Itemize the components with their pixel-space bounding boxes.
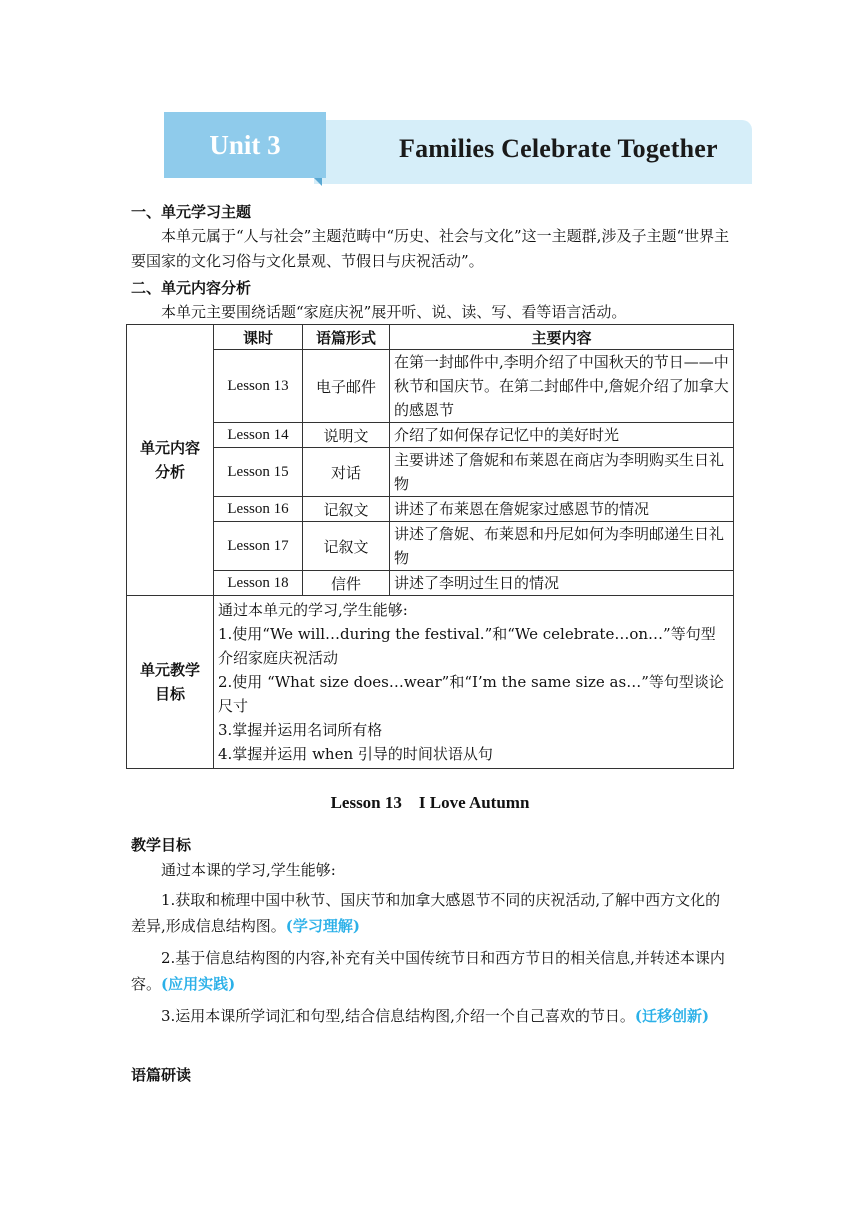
row-lesson: Lesson 16 (214, 497, 303, 522)
objective-item: 1.获取和梳理中国中秋节、国庆节和加拿大感恩节不同的庆祝活动,了解中西方文化的差异,形成信息结构图。(学习理解) (131, 891, 721, 935)
unit-title: Families Celebrate Together (399, 134, 718, 163)
banner-notch (314, 178, 322, 186)
table-row-goals (127, 596, 734, 769)
section1-heading: 一、单元学习主题 (131, 203, 252, 221)
table-row (127, 522, 734, 571)
row-form: 信件 (303, 571, 390, 596)
row-content: 主要讲述了詹妮和布莱恩在商店为李明购买生日礼物 (390, 448, 734, 497)
table-row (127, 571, 734, 596)
header-form: 语篇形式 (303, 325, 390, 350)
objective-item: 2.基于信息结构图的内容,补充有关中国传统节日和西方节日的相关信息,并转述本课内容。(应用实践) (131, 949, 725, 993)
objective-tag: (学习理解) (285, 917, 360, 935)
row-content: 在第一封邮件中,李明介绍了中国秋天的节日——中秋节和国庆节。在第二封邮件中,詹妮介绍了加拿大的感恩节 (390, 350, 734, 423)
category-content-analysis: 单元内容分析 (127, 325, 214, 596)
row-form: 记叙文 (303, 522, 390, 571)
category-teaching-goals: 单元教学目标 (127, 596, 214, 769)
row-lesson: Lesson 15 (214, 448, 303, 497)
row-content: 讲述了李明过生日的情况 (390, 571, 734, 596)
goal-line: 通过本单元的学习,学生能够: (218, 601, 408, 619)
unit-banner (164, 112, 752, 186)
lesson-title: Lesson 13 I Love Autumn (330, 793, 530, 812)
table-row (127, 423, 734, 448)
row-lesson: Lesson 14 (214, 423, 303, 448)
goals-cell (214, 596, 734, 769)
goal-line: 1.使用“We will…during the festival.”和“We celebrate…on…”等句型介绍家庭庆祝活动 (218, 625, 716, 667)
unit-number: Unit 3 (209, 130, 281, 160)
table-row (127, 497, 734, 522)
goal-line: 3.掌握并运用名词所有格 (218, 721, 383, 739)
section2-text: 本单元主要围绕话题“家庭庆祝”展开听、说、读、写、看等语言活动。 (161, 303, 627, 321)
row-form: 电子邮件 (303, 350, 390, 423)
table-row (127, 448, 734, 497)
objectives-heading: 教学目标 (131, 836, 192, 854)
goal-line: 2.使用 “What size does…wear”和“I’m the same size as…”等句型谈论尺寸 (218, 673, 724, 715)
row-form: 记叙文 (303, 497, 390, 522)
row-content: 介绍了如何保存记忆中的美好时光 (390, 423, 734, 448)
row-content: 讲述了布莱恩在詹妮家过感恩节的情况 (390, 497, 734, 522)
objective-item: 3.运用本课所学词汇和句型,结合信息结构图,介绍一个自己喜欢的节日。(迁移创新) (161, 1007, 710, 1025)
row-form: 对话 (303, 448, 390, 497)
objective-tag: (迁移创新) (634, 1007, 710, 1025)
header-lesson: 课时 (214, 325, 303, 350)
section1-text: 本单元属于“人与社会”主题范畴中“历史、社会与文化”这一主题群,涉及子主题“世界主要国家的文化习俗与文化景观、节假日与庆祝活动”。 (131, 227, 730, 270)
row-form: 说明文 (303, 423, 390, 448)
goal-line: 4.掌握并运用 when 引导的时间状语从句 (218, 745, 493, 763)
row-lesson: Lesson 17 (214, 522, 303, 571)
unit-analysis-table (126, 324, 734, 769)
reading-heading: 语篇研读 (131, 1066, 192, 1084)
row-lesson: Lesson 13 (214, 350, 303, 423)
table-row (127, 350, 734, 423)
header-content: 主要内容 (390, 325, 734, 350)
row-content: 讲述了詹妮、布莱恩和丹尼如何为李明邮递生日礼物 (390, 522, 734, 571)
objectives-intro: 通过本课的学习,学生能够: (161, 861, 336, 879)
row-lesson: Lesson 18 (214, 571, 303, 596)
section2-heading: 二、单元内容分析 (131, 279, 252, 297)
objective-tag: (应用实践) (161, 975, 236, 993)
